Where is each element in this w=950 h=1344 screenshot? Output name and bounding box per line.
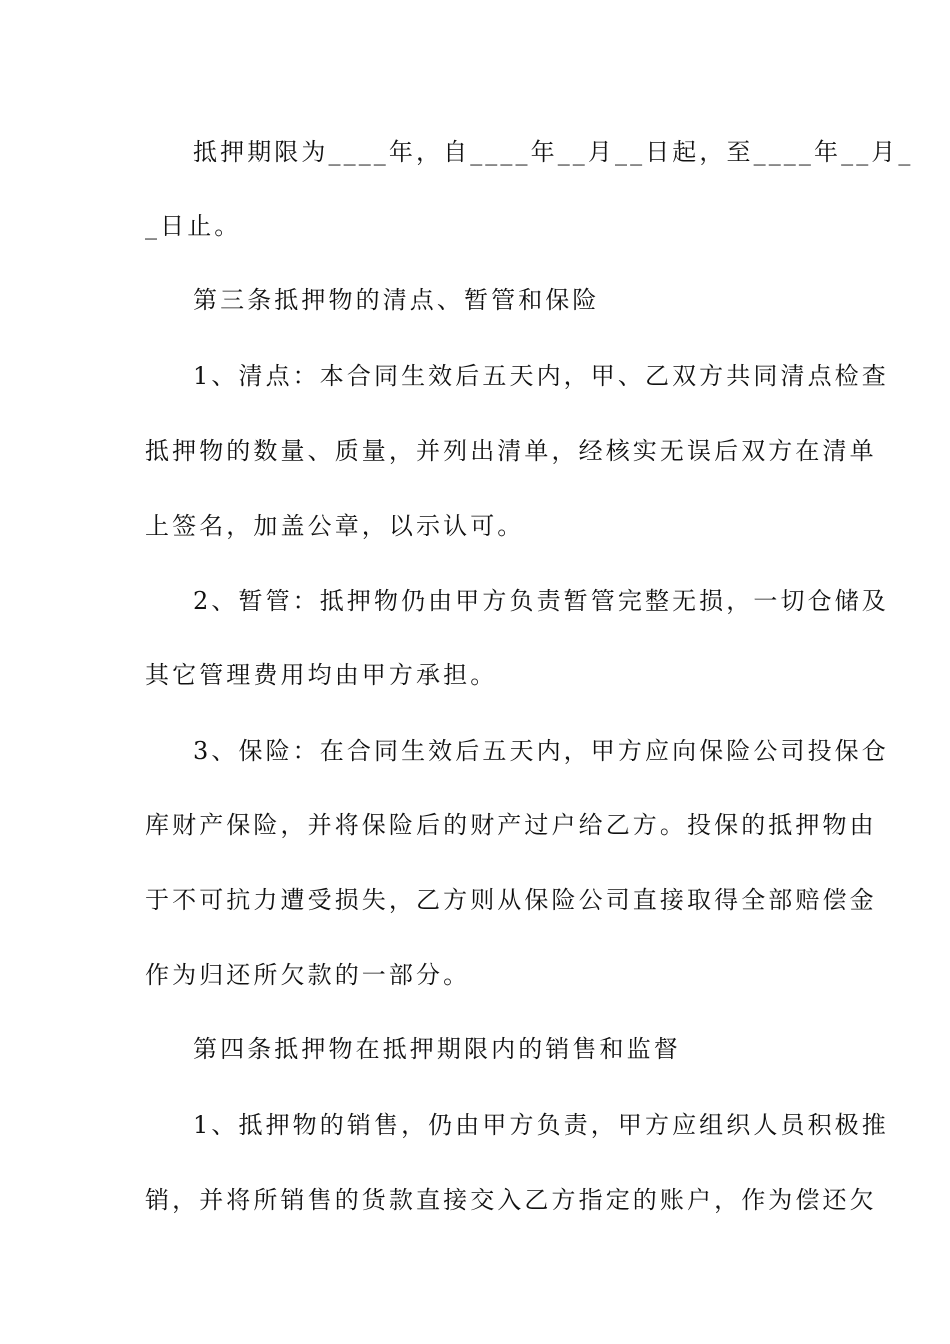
paragraph-line: 3、保险：在合同生效后五天内，甲方应向保险公司投保仓 (193, 737, 889, 765)
paragraph-line: 于不可抗力遭受损失，乙方则从保险公司直接取得全部赔偿金 (145, 886, 877, 914)
paragraph-line: 1、抵押物的销售，仍由甲方负责，甲方应组织人员积极推 (193, 1111, 889, 1139)
paragraph-line: 抵押物的数量、质量，并列出清单，经核实无误后双方在清单 (145, 437, 877, 465)
paragraph-line: 销，并将所销售的货款直接交入乙方指定的账户，作为偿还欠 (145, 1186, 877, 1214)
paragraph-line: _日止。 (145, 212, 242, 240)
paragraph-line: 库财产保险，并将保险后的财产过户给乙方。投保的抵押物由 (145, 811, 877, 839)
section-heading: 第四条抵押物在抵押期限内的销售和监督 (193, 1035, 681, 1063)
paragraph-line: 作为归还所欠款的一部分。 (145, 961, 471, 989)
section-heading: 第三条抵押物的清点、暂管和保险 (193, 286, 600, 314)
paragraph-line: 2、暂管：抵押物仍由甲方负责暂管完整无损，一切仓储及 (193, 587, 889, 615)
paragraph-line: 其它管理费用均由甲方承担。 (145, 661, 498, 689)
paragraph-line: 抵押期限为____年，自____年__月__日起，至____年__月_ (193, 138, 914, 166)
paragraph-line: 1、清点：本合同生效后五天内，甲、乙双方共同清点检查 (193, 362, 889, 390)
paragraph-line: 上签名，加盖公章，以示认可。 (145, 512, 525, 540)
